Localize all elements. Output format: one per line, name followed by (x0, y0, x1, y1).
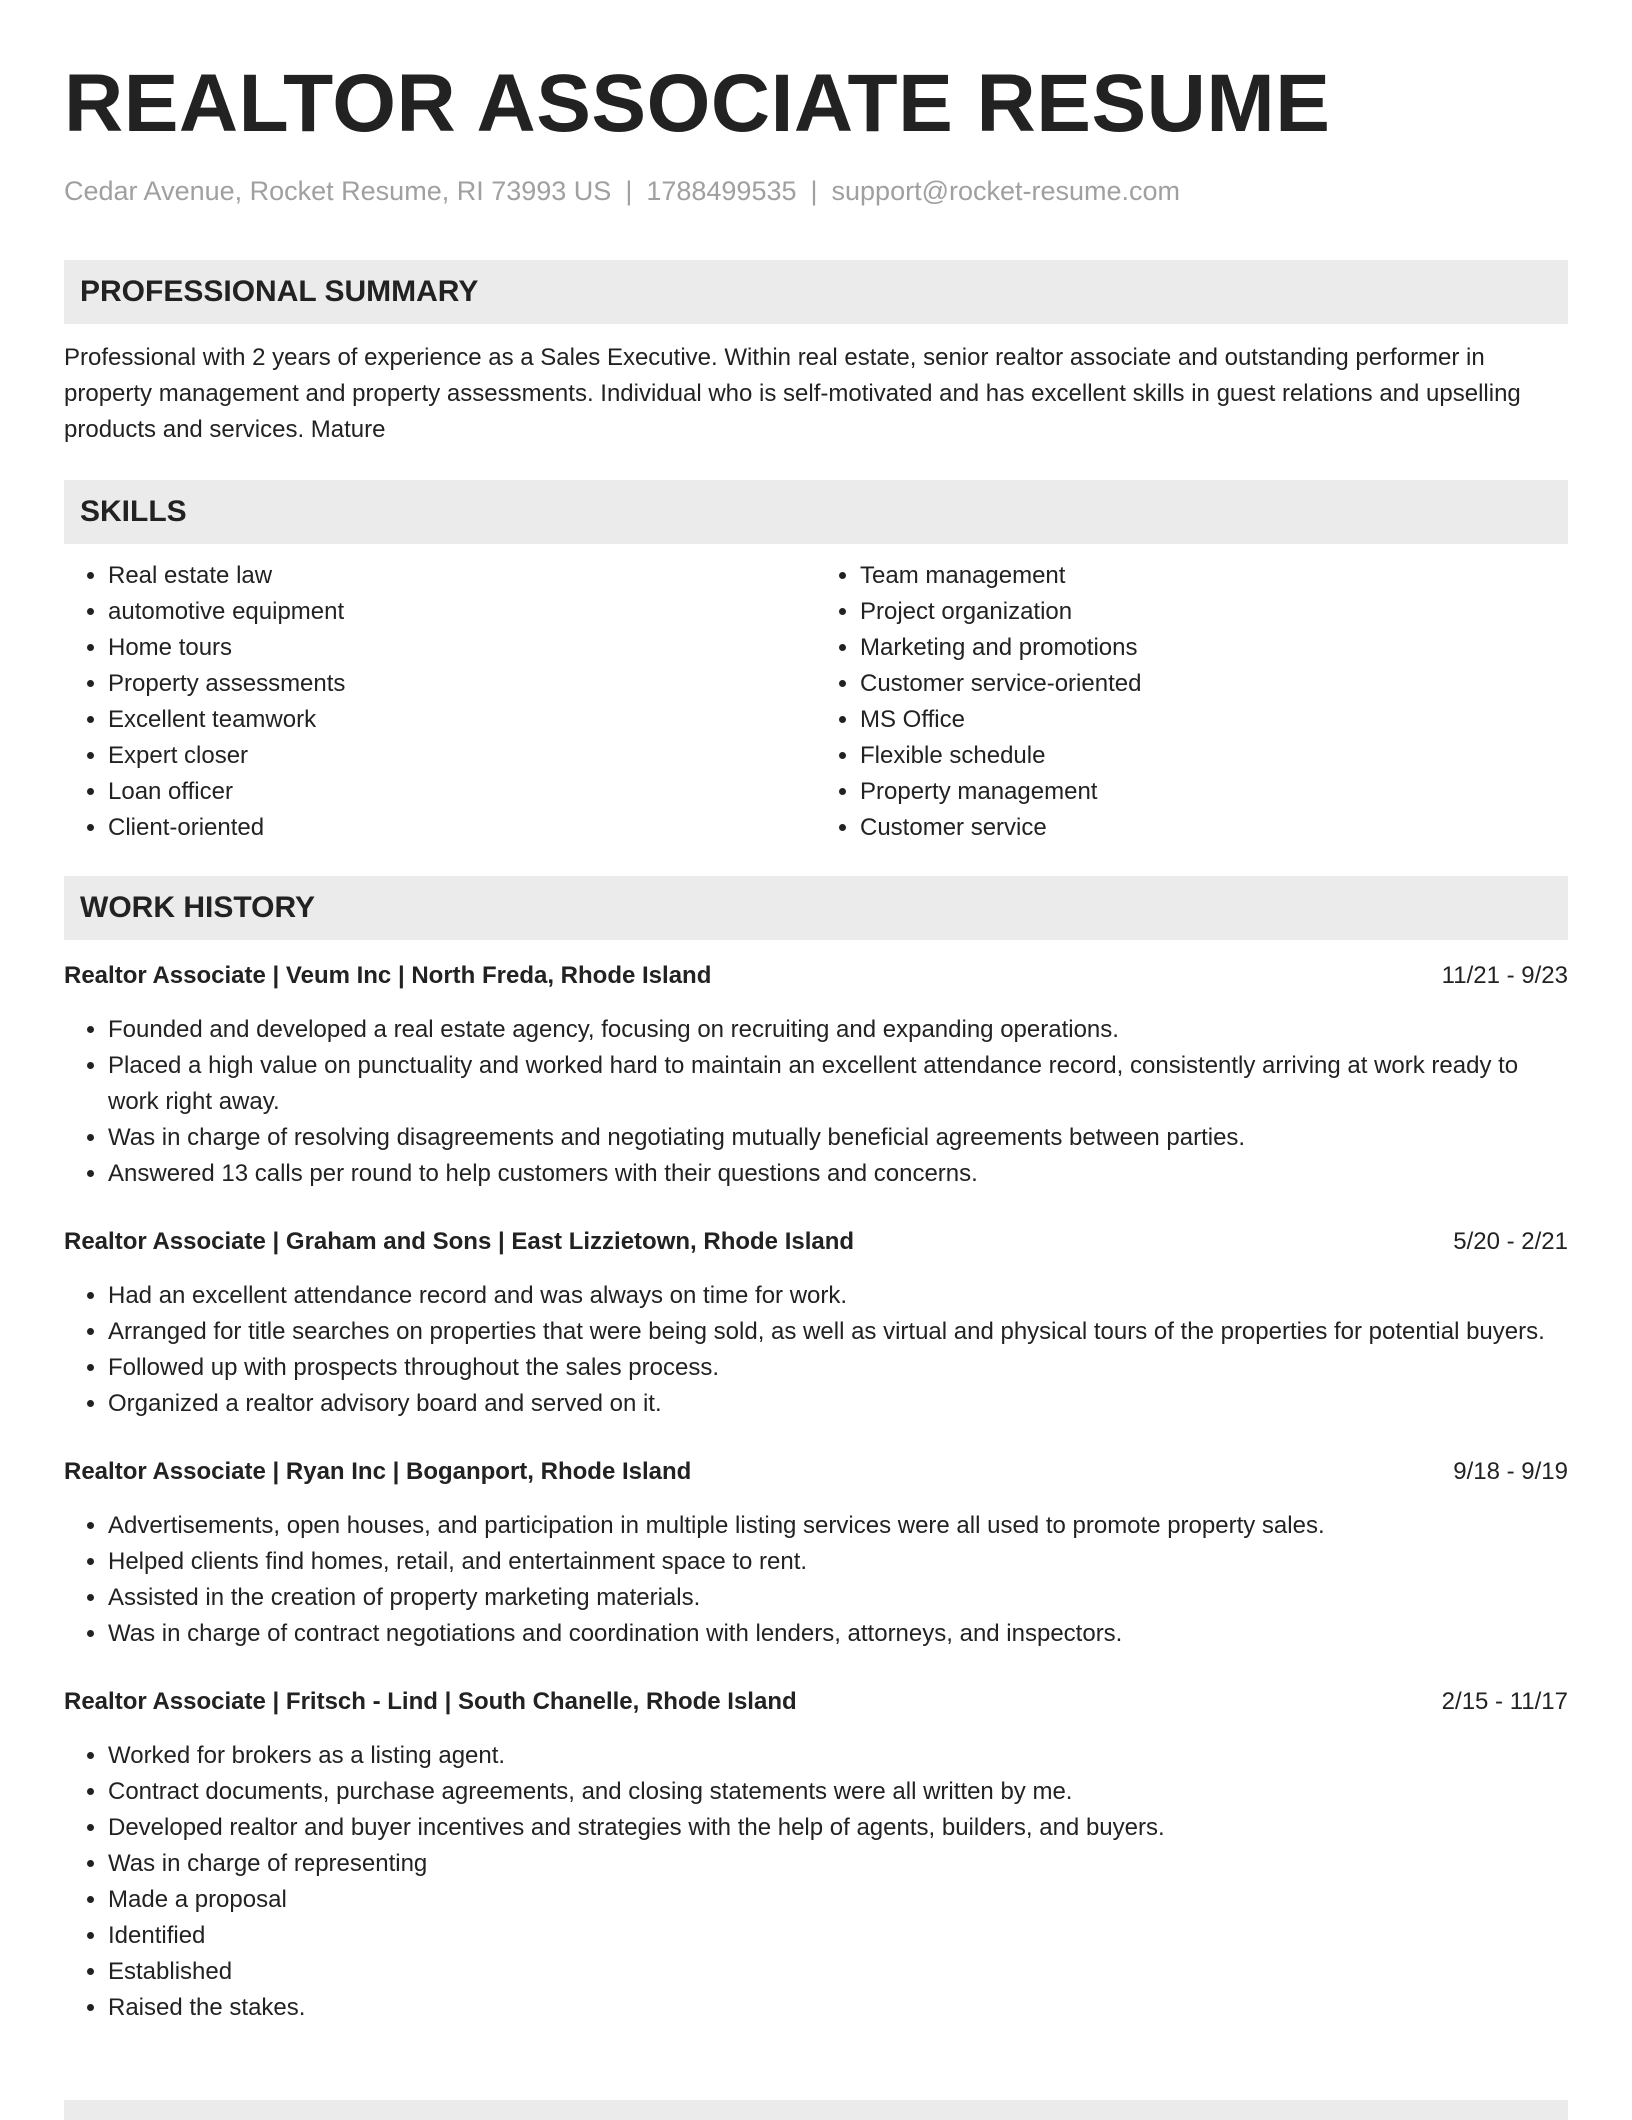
skills-heading: SKILLS (64, 480, 1568, 544)
job-header (64, 1224, 1568, 1260)
summary-heading: PROFESSIONAL SUMMARY (64, 260, 1568, 324)
skill-item: • Client-oriented (108, 810, 816, 846)
job-title: Realtor Associate | Ryan Inc | Boganport, Rhode Island (64, 1458, 692, 1485)
job-bullet: • Developed realtor and buyer incentives and strategies with the help of agents, builders, and buyers. (108, 1810, 1568, 1846)
skill-item: • Customer service-oriented (860, 666, 1568, 702)
skill-item: • Property assessments (108, 666, 816, 702)
skill-item: • Team management (860, 558, 1568, 594)
job-dates: 2/15 - 11/17 (1441, 1688, 1568, 1715)
job-title: Realtor Associate | Veum Inc | North Freda, Rhode Island (64, 962, 712, 989)
skills-column-right (816, 558, 1568, 846)
job-title: Realtor Associate | Graham and Sons | East Lizzietown, Rhode Island (64, 1228, 855, 1255)
skills-column-left (64, 558, 816, 846)
job-bullet: • Made a proposal (108, 1882, 1568, 1918)
job-dates: 11/21 - 9/23 (1441, 962, 1568, 989)
job-bullet: • Assisted in the creation of property marketing materials. (108, 1580, 1568, 1616)
job-bullet: • Had an excellent attendance record and was always on time for work. (108, 1278, 1568, 1314)
job-bullet: • Was in charge of contract negotiations and coordination with lenders, attorneys, and inspectors. (108, 1616, 1568, 1652)
skill-item: • Loan officer (108, 774, 816, 810)
job-entry (64, 1454, 1568, 1652)
job-entry (64, 958, 1568, 1192)
job-bullet: • Advertisements, open houses, and participation in multiple listing services were all used to promote property sales. (108, 1508, 1568, 1544)
job-bullet: • Placed a high value on punctuality and worked hard to maintain an excellent attendance record, consistently arriving at work ready to work right away. (108, 1048, 1568, 1120)
job-bullet: • Established (108, 1954, 1568, 1990)
job-bullets (64, 1508, 1568, 1652)
skill-item: • Flexible schedule (860, 738, 1568, 774)
resume-title: REALTOR ASSOCIATE RESUME (64, 58, 1331, 149)
skills-list (64, 558, 1568, 846)
skill-item: • Project organization (860, 594, 1568, 630)
skill-item: • Property management (860, 774, 1568, 810)
job-bullet: • Founded and developed a real estate agency, focusing on recruiting and expanding operations. (108, 1012, 1568, 1048)
job-bullets (64, 1278, 1568, 1422)
job-bullet: • Organized a realtor advisory board and served on it. (108, 1386, 1568, 1422)
skill-item: • Expert closer (108, 738, 816, 774)
skill-item: • Excellent teamwork (108, 702, 816, 738)
contact-separator: | (810, 176, 818, 206)
job-bullet: • Helped clients find homes, retail, and entertainment space to rent. (108, 1544, 1568, 1580)
skill-item: • Marketing and promotions (860, 630, 1568, 666)
contact-line (64, 174, 1568, 208)
skill-item: • Home tours (108, 630, 816, 666)
contact-address: Cedar Avenue, Rocket Resume, RI 73993 US (64, 176, 612, 206)
work-history-heading: WORK HISTORY (64, 876, 1568, 940)
skill-item: • MS Office (860, 702, 1568, 738)
contact-phone: 1788499535 (646, 176, 797, 206)
skill-item: • Customer service (860, 810, 1568, 846)
job-entry (64, 1684, 1568, 2026)
job-bullet: • Was in charge of resolving disagreements and negotiating mutually beneficial agreements between parties. (108, 1120, 1568, 1156)
job-bullets (64, 1738, 1568, 2026)
job-bullet: • Was in charge of representing (108, 1846, 1568, 1882)
job-title: Realtor Associate | Fritsch - Lind | South Chanelle, Rhode Island (64, 1688, 797, 1715)
job-bullet: • Answered 13 calls per round to help customers with their questions and concerns. (108, 1156, 1568, 1192)
job-header (64, 958, 1568, 994)
contact-email[interactable]: support@rocket-resume.com (831, 176, 1181, 206)
job-header (64, 1454, 1568, 1490)
job-dates: 5/20 - 2/21 (1453, 1228, 1568, 1255)
job-bullet: • Arranged for title searches on properties that were being sold, as well as virtual and physical tours of the properties for potential buyers. (108, 1314, 1568, 1350)
job-bullets (64, 1012, 1568, 1192)
summary-text: Professional with 2 years of experience as a Sales Executive. Within real estate, senior realtor associate and outstanding performer in property management and property assessments. Individual who is self-motivated and has excellent skills in guest relations and upselling products and services. Mature (64, 344, 1521, 443)
job-header (64, 1684, 1568, 1720)
job-bullet: • Contract documents, purchase agreements, and closing statements were all written by me. (108, 1774, 1568, 1810)
job-bullet: • Worked for brokers as a listing agent. (108, 1738, 1568, 1774)
job-bullet: • Followed up with prospects throughout the sales process. (108, 1350, 1568, 1386)
job-entry (64, 1224, 1568, 1422)
job-dates: 9/18 - 9/19 (1453, 1458, 1568, 1485)
skill-item: • Real estate law (108, 558, 816, 594)
job-bullet: • Identified (108, 1918, 1568, 1954)
contact-separator: | (625, 176, 633, 206)
job-bullet: • Raised the stakes. (108, 1990, 1568, 2026)
skill-item: • automotive equipment (108, 594, 816, 630)
next-section-heading-bar (64, 2100, 1568, 2120)
